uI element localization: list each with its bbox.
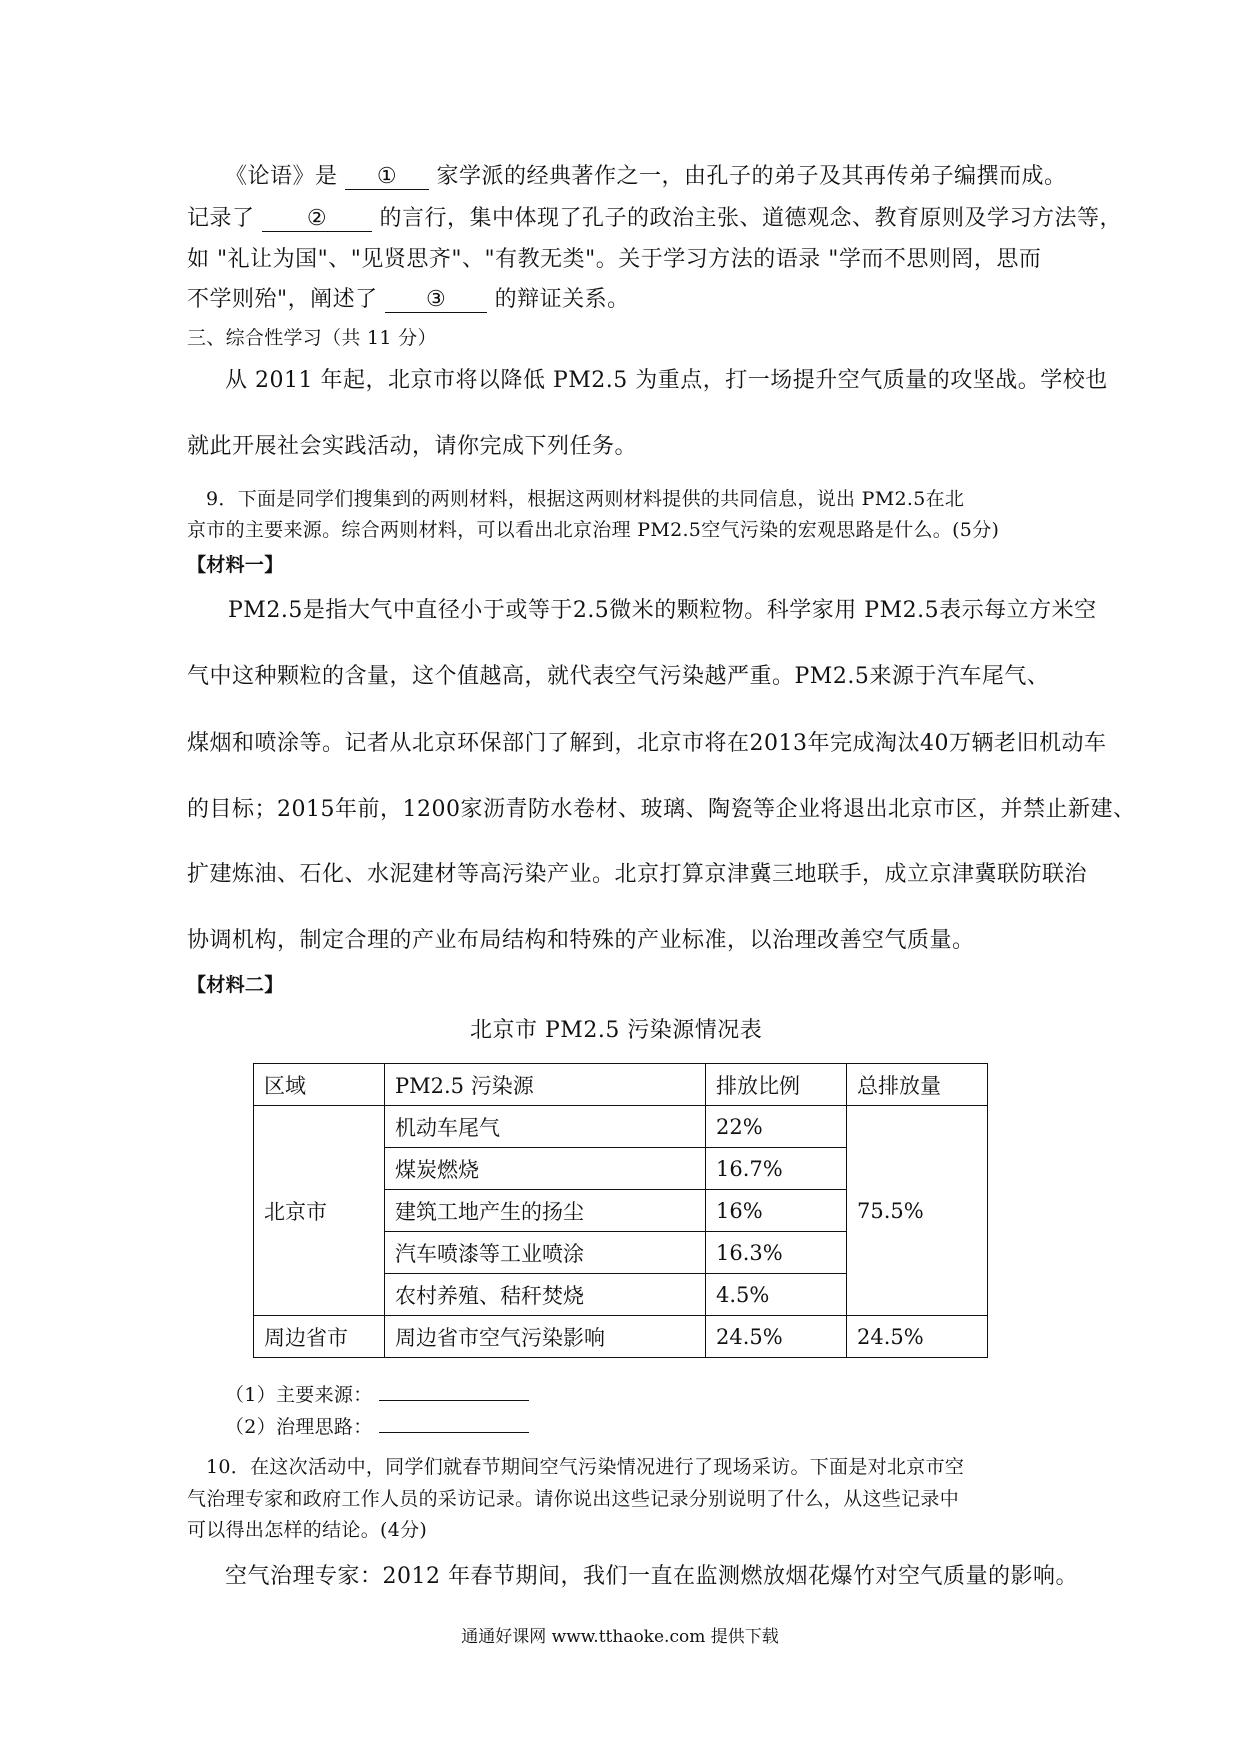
- total-cell: 24.5%: [847, 1316, 988, 1358]
- analects-text: 家学派的经典著作之一，由孔子的弟子及其再传弟子编撰而成。: [436, 164, 1067, 189]
- source-cell: 建筑工地产生的扬尘: [385, 1190, 706, 1232]
- analects-line-1: [225, 162, 1095, 192]
- table-header-cell: PM2.5 污染源: [385, 1064, 706, 1106]
- question-10-line-1: 10．在这次活动中，同学们就春节期间空气污染情况进行了现场采访。下面是对北京市空: [206, 1456, 965, 1478]
- question-10-line-3: 可以得出怎样的结论。(4分): [187, 1519, 428, 1541]
- answer-label: （2）治理思路：: [225, 1416, 373, 1438]
- question-9-line-2: 京市的主要来源。综合两则材料，可以看出北京治理 PM2.5空气污染的宏观思路是什么。(5分): [187, 519, 1000, 541]
- analects-line-3: 如 "礼让为国"、"见贤思齐"、"有教无类"。关于学习方法的语录 "学而不思则罔，思而: [187, 247, 1042, 272]
- answer-2: [225, 1412, 1095, 1442]
- source-cell: 煤炭燃烧: [385, 1148, 706, 1190]
- answer-1: [225, 1380, 1095, 1410]
- material-1-line: PM2.5是指大气中直径小于或等于2.5微米的颗粒物。科学家用 PM2.5表示每立方米空: [228, 598, 1097, 623]
- analects-text: 记录了: [187, 206, 255, 231]
- table-header-row: [254, 1064, 988, 1106]
- question-9-line-1: 9．下面是同学们搜集到的两则材料，根据这两则材料提供的共同信息，说出 PM2.5在北: [206, 488, 965, 510]
- answer-1-blank[interactable]: [379, 1400, 529, 1401]
- blank-2[interactable]: ②: [262, 207, 372, 232]
- answer-2-blank[interactable]: [379, 1432, 529, 1433]
- ratio-cell: 16%: [706, 1190, 847, 1232]
- table-header-cell: 区域: [254, 1064, 385, 1106]
- pollution-source-table: [253, 1063, 988, 1358]
- analects-text: 的言行，集中体现了孔子的政治主张、道德观念、教育原则及学习方法等，: [379, 206, 1123, 231]
- section-intro-1: 从 2011 年起，北京市将以降低 PM2.5 为重点，打一场提升空气质量的攻坚战。学校也: [225, 368, 1108, 393]
- table-title: 北京市 PM2.5 污染源情况表: [470, 1018, 763, 1043]
- expert-statement: 空气治理专家：2012 年春节期间，我们一直在监测燃放烟花爆竹对空气质量的影响。: [225, 1564, 1078, 1589]
- material-1-line: 气中这种颗粒的含量，这个值越高，就代表空气污染越严重。PM2.5来源于汽车尾气、: [187, 664, 1050, 689]
- blank-1[interactable]: ①: [345, 165, 429, 190]
- blank-3[interactable]: ③: [385, 288, 487, 313]
- question-10-line-2: 气治理专家和政府工作人员的采访记录。请你说出这些记录分别说明了什么，从这些记录中: [187, 1488, 960, 1510]
- material-1-line: 扩建炼油、石化、水泥建材等高污染产业。北京打算京津冀三地联手，成立京津冀联防联治: [187, 862, 1088, 887]
- footer-text: 通通好课网 www.tthaoke.com 提供下载: [461, 1627, 779, 1647]
- section-intro-2: 就此开展社会实践活动，请你完成下列任务。: [187, 434, 638, 459]
- material-1-line: 的目标；2015年前，1200家沥青防水卷材、玻璃、陶瓷等企业将退出北京市区，并禁止新建、: [187, 797, 1136, 822]
- analects-line-2: [187, 204, 1123, 234]
- total-cell: 75.5%: [847, 1106, 988, 1316]
- section-heading: 三、综合性学习（共 11 分）: [187, 327, 437, 349]
- source-cell: 农村养殖、秸秆焚烧: [385, 1274, 706, 1316]
- source-cell: 机动车尾气: [385, 1106, 706, 1148]
- answer-label: （1）主要来源：: [225, 1384, 373, 1406]
- table-header-cell: 排放比例: [706, 1064, 847, 1106]
- material-2-heading: 【材料二】: [187, 974, 284, 996]
- material-1-heading: 【材料一】: [187, 554, 284, 576]
- analects-text: 《论语》是: [225, 164, 338, 189]
- material-1-line: 协调机构，制定合理的产业布局结构和特殊的产业标准，以治理改善空气质量。: [187, 928, 975, 953]
- source-cell: 汽车喷漆等工业喷涂: [385, 1232, 706, 1274]
- material-1-line: 煤烟和喷涂等。记者从北京环保部门了解到，北京市将在2013年完成淘汰40万辆老旧机动车: [187, 731, 1107, 756]
- analects-line-4: [187, 285, 1057, 315]
- analects-text: 不学则殆"，阐述了: [187, 287, 378, 312]
- table-row: [254, 1106, 988, 1148]
- table-header-cell: 总排放量: [847, 1064, 988, 1106]
- region-cell: 北京市: [254, 1106, 385, 1316]
- analects-text: 的辩证关系。: [494, 287, 630, 312]
- ratio-cell: 4.5%: [706, 1274, 847, 1316]
- ratio-cell: 24.5%: [706, 1316, 847, 1358]
- source-cell: 周边省市空气污染影响: [385, 1316, 706, 1358]
- ratio-cell: 22%: [706, 1106, 847, 1148]
- ratio-cell: 16.7%: [706, 1148, 847, 1190]
- region-cell: 周边省市: [254, 1316, 385, 1358]
- table-row: [254, 1316, 988, 1358]
- ratio-cell: 16.3%: [706, 1232, 847, 1274]
